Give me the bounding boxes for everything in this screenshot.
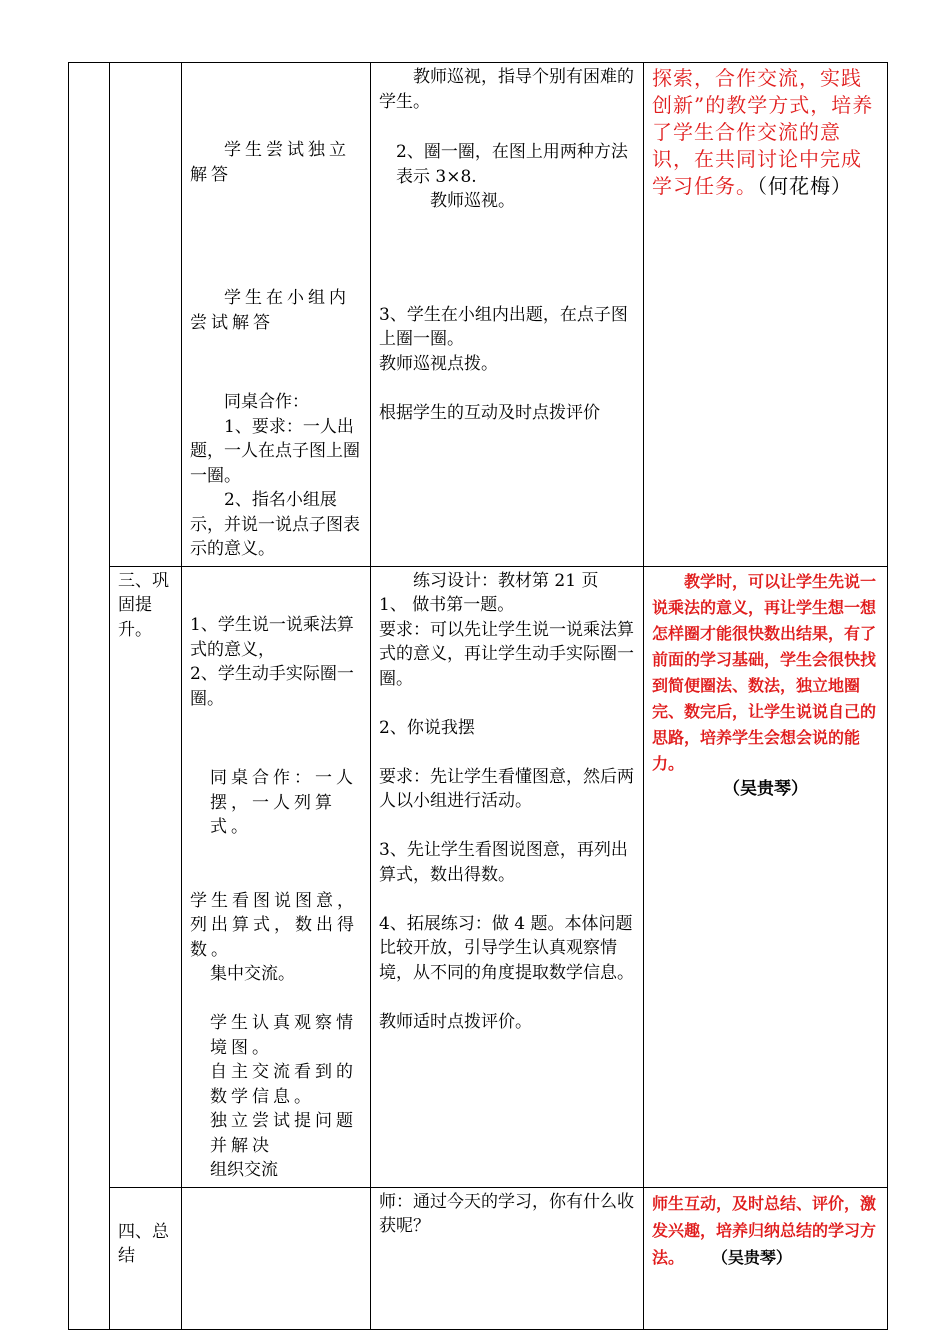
teacher-text: 要求：先让学生看懂图意，然后两人以小组进行活动。 — [379, 766, 634, 811]
teacher-text: 1、 做书第一题。 — [379, 595, 515, 615]
design-note-cell — [644, 63, 888, 567]
stage-cell: 三、巩固提升。 — [110, 566, 182, 1187]
teacher-text: 要求：可以先让学生说一说乘法算式的意义，再让学生动手实际圈一圈。 — [379, 619, 634, 689]
table-row — [69, 1187, 888, 1329]
student-text: 1、要求：一人出题，一人在点子图上圈一圈。 — [190, 416, 360, 486]
student-text: 同桌合作：一人摆，一人列算式。 — [210, 768, 357, 837]
student-text: 集中交流。 — [210, 964, 295, 984]
teacher-text: 教师巡视。 — [430, 191, 515, 211]
teacher-activity-cell — [371, 566, 644, 1187]
teacher-text: 2、圈一圈，在图上用两种方法表示 3×8. — [396, 142, 628, 187]
student-text: 自主交流看到的数学信息。 — [210, 1062, 357, 1107]
teacher-text: 师：通过今天的学习，你有什么收获呢？ — [379, 1191, 634, 1236]
stage-cell — [110, 63, 182, 567]
teacher-activity-cell — [371, 1187, 644, 1329]
student-activity-cell — [182, 566, 371, 1187]
student-text: 1、学生说一说乘法算式的意义， — [190, 615, 354, 660]
student-text: 2、学生动手实际圈一圈。 — [190, 664, 354, 709]
student-text: 组织交流 — [210, 1160, 278, 1180]
lesson-plan-table — [68, 62, 888, 1330]
teacher-text: 教师巡视点拨。 — [379, 353, 498, 374]
teacher-text: 3、学生在小组内出题，在点子图上圈一圈。 — [379, 304, 628, 349]
student-text: 独立尝试提问题并解决 — [210, 1111, 357, 1156]
table-row — [69, 566, 888, 1187]
student-text: 学生在小组内尝试解答 — [190, 288, 350, 333]
student-text: 学生看图说图意，列出算式，数出得数。 — [190, 890, 358, 960]
design-note-text: 教学时，可以让学生先说一说乘法的意义，再让学生想一想怎样圈才能很快数出结果，有了前面的学习基础，学生会很快找到简便圈法、数法，独立地圈完、数完后，让学生说说自己的思路，培养学生会想会说的能力。 — [652, 571, 877, 773]
student-text: 学生认真观察情境图。 — [210, 1013, 357, 1058]
outer-left-cell — [69, 63, 110, 1330]
teacher-text: 教师巡视，指导个别有困难的学生。 — [379, 67, 634, 112]
student-text: 学生尝试独立解答 — [190, 140, 350, 185]
student-text: 同桌合作： — [224, 392, 309, 412]
design-note-cell — [644, 566, 888, 1187]
design-note-text: 师生互动，及时总结、评价，激发兴趣，培养归纳总结的学习方法。 — [652, 1193, 877, 1267]
teacher-text: 3、先让学生看图说图意，再列出算式，数出得数。 — [379, 840, 628, 885]
student-activity-cell — [182, 63, 371, 567]
table-row — [69, 63, 888, 567]
teacher-activity-cell — [371, 63, 644, 567]
note-author: （吴贵琴） — [711, 1247, 792, 1267]
teacher-text: 4、拓展练习：做 4 题。本体问题比较开放，引导学生认真观察情境，从不同的角度提取数学信息。 — [379, 913, 634, 983]
student-activity-cell — [182, 1187, 371, 1329]
stage-cell: 四、总结 — [110, 1187, 182, 1329]
student-text: 2、指名小组展示，并说一说点子图表示的意义。 — [190, 490, 360, 559]
teacher-text: 根据学生的互动及时点拨评价 — [379, 402, 600, 423]
design-note-cell — [644, 1187, 888, 1329]
note-author: （吴贵琴） — [723, 778, 808, 799]
teacher-text: 练习设计：教材第 21 页 — [413, 570, 599, 591]
teacher-text: 2、你说我摆 — [379, 717, 475, 738]
teacher-text: 教师适时点拨评价。 — [379, 1011, 532, 1032]
note-author: （何花梅） — [757, 174, 852, 198]
design-note-text: 探索，合作交流，实践创新”的教学方式，培养了学生合作交流的意识，在共同讨论中完成学习任务。 — [652, 66, 874, 198]
